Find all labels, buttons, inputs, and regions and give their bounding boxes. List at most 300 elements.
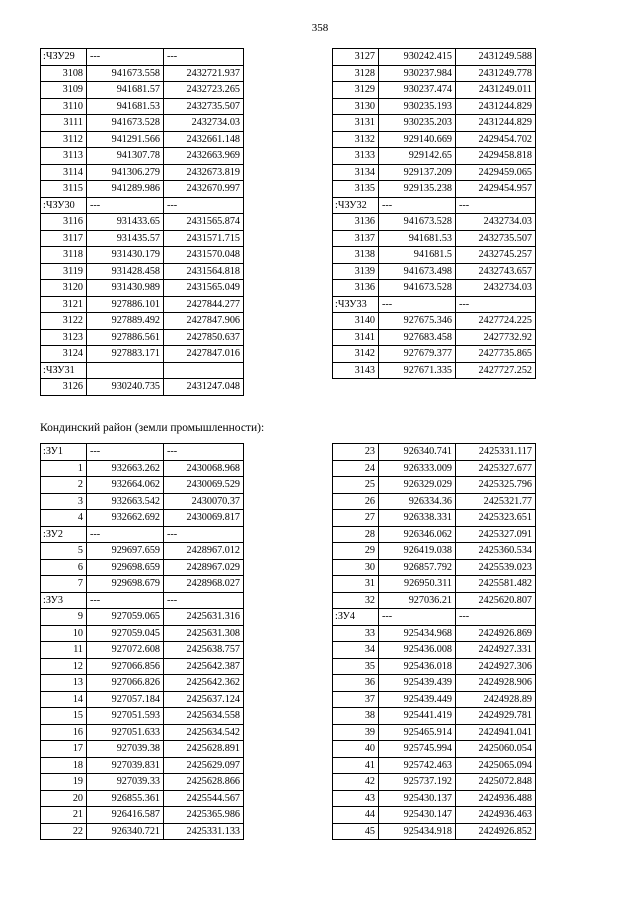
x-coordinate: 941307.78 — [87, 148, 164, 165]
point-number: 33 — [333, 625, 379, 642]
y-coordinate: 2431244.829 — [456, 115, 536, 132]
x-coordinate: 927066.826 — [87, 675, 164, 692]
y-coordinate: 2425628.891 — [164, 741, 244, 758]
table-row — [333, 559, 536, 576]
x-coordinate: 931428.458 — [87, 263, 164, 280]
y-coordinate: 2431570.048 — [164, 247, 244, 264]
table-row — [41, 280, 244, 297]
section-header-row — [41, 197, 244, 214]
y-coordinate: 2432673.819 — [164, 164, 244, 181]
y-coordinate: 2432743.657 — [456, 263, 536, 280]
y-coordinate: 2432670.997 — [164, 181, 244, 198]
parcel-label: :ЧЗУ29 — [41, 49, 87, 66]
y-coordinate: 2431571.715 — [164, 230, 244, 247]
y-coordinate: 2428967.012 — [164, 543, 244, 560]
x-coordinate: 927051.593 — [87, 708, 164, 725]
point-number: 15 — [41, 708, 87, 725]
table-row — [333, 807, 536, 824]
table-row — [333, 98, 536, 115]
table-row — [333, 49, 536, 66]
y-coordinate: 2424926.869 — [456, 625, 536, 642]
x-coordinate: 932662.692 — [87, 510, 164, 527]
x-coordinate: 927886.101 — [87, 296, 164, 313]
x-coordinate: 927039.33 — [87, 774, 164, 791]
point-number: 13 — [41, 675, 87, 692]
y-coordinate: 2425544.567 — [164, 790, 244, 807]
x-coordinate: 926419.038 — [379, 543, 456, 560]
point-number: 3121 — [41, 296, 87, 313]
x-coordinate: 941291.566 — [87, 131, 164, 148]
point-number: 3126 — [41, 379, 87, 396]
parcel-x-placeholder: --- — [87, 197, 164, 214]
point-number: 3111 — [41, 115, 87, 132]
x-coordinate: 925430.137 — [379, 790, 456, 807]
point-number: 3132 — [333, 131, 379, 148]
parcel-label: :ЗУ2 — [41, 526, 87, 543]
table-row — [41, 247, 244, 264]
y-coordinate: 2425539.023 — [456, 559, 536, 576]
point-number: 3110 — [41, 98, 87, 115]
x-coordinate: 929137.209 — [379, 164, 456, 181]
x-coordinate: 925737.192 — [379, 774, 456, 791]
point-number: 34 — [333, 642, 379, 659]
point-number: 30 — [333, 559, 379, 576]
y-coordinate: 2425620.807 — [456, 592, 536, 609]
point-number: 3128 — [333, 65, 379, 82]
point-number: 3140 — [333, 313, 379, 330]
parcel-label: :ЗУ4 — [333, 609, 379, 626]
point-number: 3130 — [333, 98, 379, 115]
section-header-row — [41, 526, 244, 543]
x-coordinate: 927886.561 — [87, 329, 164, 346]
x-coordinate: 926346.062 — [379, 526, 456, 543]
table-row — [333, 477, 536, 494]
x-coordinate: 926857.792 — [379, 559, 456, 576]
table-row — [333, 724, 536, 741]
y-coordinate: 2425323.651 — [456, 510, 536, 527]
x-coordinate: 926340.721 — [87, 823, 164, 840]
parcel-label: :ЗУ1 — [41, 444, 87, 461]
y-coordinate: 2427724.225 — [456, 313, 536, 330]
x-coordinate: 927683.458 — [379, 329, 456, 346]
y-coordinate: 2425327.677 — [456, 460, 536, 477]
x-coordinate: 932663.262 — [87, 460, 164, 477]
parcel-label: :ЧЗУ30 — [41, 197, 87, 214]
y-coordinate: 2425060.054 — [456, 741, 536, 758]
point-number: 43 — [333, 790, 379, 807]
y-coordinate: 2424928.906 — [456, 675, 536, 692]
table-row — [41, 642, 244, 659]
y-coordinate: 2425631.308 — [164, 625, 244, 642]
x-coordinate: 927675.346 — [379, 313, 456, 330]
parcel-y-placeholder: --- — [456, 609, 536, 626]
x-coordinate: 925434.918 — [379, 823, 456, 840]
x-coordinate: 925441.419 — [379, 708, 456, 725]
point-number: 3142 — [333, 346, 379, 363]
table-row — [41, 329, 244, 346]
table-row — [333, 230, 536, 247]
parcel-y-placeholder: --- — [456, 296, 536, 313]
parcel-x-placeholder: --- — [87, 526, 164, 543]
table-row — [41, 691, 244, 708]
y-coordinate: 2429454.702 — [456, 131, 536, 148]
point-number: 3134 — [333, 164, 379, 181]
table-row — [41, 230, 244, 247]
y-coordinate: 2431244.829 — [456, 98, 536, 115]
y-coordinate: 2424929.781 — [456, 708, 536, 725]
y-coordinate: 2431249.588 — [456, 49, 536, 66]
y-coordinate: 2424936.488 — [456, 790, 536, 807]
point-number: 38 — [333, 708, 379, 725]
coordinates-table-lower-left — [40, 443, 244, 840]
y-coordinate: 2425325.796 — [456, 477, 536, 494]
y-coordinate: 2429458.818 — [456, 148, 536, 165]
point-number: 20 — [41, 790, 87, 807]
point-number: 3115 — [41, 181, 87, 198]
point-number: 6 — [41, 559, 87, 576]
point-number: 3138 — [333, 247, 379, 264]
table-row — [41, 379, 244, 396]
y-coordinate: 2425637.124 — [164, 691, 244, 708]
y-coordinate: 2424936.463 — [456, 807, 536, 824]
table-row — [41, 658, 244, 675]
table-row — [333, 313, 536, 330]
x-coordinate: 941673.558 — [87, 65, 164, 82]
table-row — [41, 82, 244, 99]
y-coordinate: 2425642.387 — [164, 658, 244, 675]
x-coordinate: 930235.203 — [379, 115, 456, 132]
table-row — [41, 510, 244, 527]
x-coordinate: 929698.659 — [87, 559, 164, 576]
x-coordinate: 927883.171 — [87, 346, 164, 363]
point-number: 21 — [41, 807, 87, 824]
parcel-y-placeholder: --- — [164, 444, 244, 461]
x-coordinate: 941681.53 — [87, 98, 164, 115]
point-number: 3 — [41, 493, 87, 510]
point-number: 18 — [41, 757, 87, 774]
y-coordinate: 2432663.969 — [164, 148, 244, 165]
x-coordinate: 925745.994 — [379, 741, 456, 758]
x-coordinate: 931430.179 — [87, 247, 164, 264]
point-number: 23 — [333, 444, 379, 461]
point-number: 3120 — [41, 280, 87, 297]
table-row — [41, 774, 244, 791]
section-header-row — [333, 609, 536, 626]
point-number: 10 — [41, 625, 87, 642]
y-coordinate: 2428968.027 — [164, 576, 244, 593]
point-number: 3137 — [333, 230, 379, 247]
section-header-row — [333, 296, 536, 313]
y-coordinate: 2431565.049 — [164, 280, 244, 297]
table-row — [333, 741, 536, 758]
point-number: 32 — [333, 592, 379, 609]
point-number: 28 — [333, 526, 379, 543]
y-coordinate: 2429459.065 — [456, 164, 536, 181]
parcel-x-placeholder: --- — [87, 444, 164, 461]
x-coordinate: 926333.009 — [379, 460, 456, 477]
point-number: 19 — [41, 774, 87, 791]
y-coordinate: 2427727.252 — [456, 362, 536, 379]
point-number: 3113 — [41, 148, 87, 165]
y-coordinate: 2425629.097 — [164, 757, 244, 774]
x-coordinate: 926950.311 — [379, 576, 456, 593]
point-number: 31 — [333, 576, 379, 593]
point-number: 42 — [333, 774, 379, 791]
table-row — [41, 131, 244, 148]
y-coordinate: 2432661.148 — [164, 131, 244, 148]
point-number: 24 — [333, 460, 379, 477]
y-coordinate: 2424941.041 — [456, 724, 536, 741]
point-number: 3116 — [41, 214, 87, 231]
table-row — [333, 65, 536, 82]
parcel-y-placeholder: --- — [456, 197, 536, 214]
parcel-label: :ЧЗУ33 — [333, 296, 379, 313]
point-number: 36 — [333, 675, 379, 692]
point-number: 3124 — [41, 346, 87, 363]
point-number: 3114 — [41, 164, 87, 181]
y-coordinate: 2430068.968 — [164, 460, 244, 477]
parcel-x-placeholder: --- — [379, 197, 456, 214]
x-coordinate: 925465.914 — [379, 724, 456, 741]
parcel-x-placeholder: --- — [379, 609, 456, 626]
table-row — [41, 181, 244, 198]
table-row — [41, 576, 244, 593]
coordinates-table-upper-right — [332, 48, 536, 379]
point-number: 27 — [333, 510, 379, 527]
table-row — [41, 214, 244, 231]
table-row — [41, 115, 244, 132]
x-coordinate: 927036.21 — [379, 592, 456, 609]
y-coordinate: 2425331.133 — [164, 823, 244, 840]
parcel-x-placeholder — [87, 362, 164, 379]
point-number: 14 — [41, 691, 87, 708]
table-row — [41, 823, 244, 840]
y-coordinate: 2427850.637 — [164, 329, 244, 346]
y-coordinate: 2430069.817 — [164, 510, 244, 527]
x-coordinate: 931430.989 — [87, 280, 164, 297]
y-coordinate: 2424927.331 — [456, 642, 536, 659]
y-coordinate: 2432735.507 — [456, 230, 536, 247]
point-number: 3127 — [333, 49, 379, 66]
table-row — [333, 148, 536, 165]
table-row — [333, 658, 536, 675]
y-coordinate: 2425638.757 — [164, 642, 244, 659]
point-number: 12 — [41, 658, 87, 675]
x-coordinate: 927059.045 — [87, 625, 164, 642]
y-coordinate: 2430070.37 — [164, 493, 244, 510]
y-coordinate: 2432734.03 — [164, 115, 244, 132]
table-row — [333, 444, 536, 461]
y-coordinate: 2432745.257 — [456, 247, 536, 264]
x-coordinate: 930237.984 — [379, 65, 456, 82]
point-number: 9 — [41, 609, 87, 626]
point-number: 11 — [41, 642, 87, 659]
x-coordinate: 925742.463 — [379, 757, 456, 774]
table-row — [333, 592, 536, 609]
table-row — [41, 741, 244, 758]
point-number: 4 — [41, 510, 87, 527]
page-number: 358 — [311, 22, 329, 34]
point-number: 22 — [41, 823, 87, 840]
y-coordinate: 2432721.937 — [164, 65, 244, 82]
point-number: 29 — [333, 543, 379, 560]
x-coordinate: 929135.238 — [379, 181, 456, 198]
y-coordinate: 2429454.957 — [456, 181, 536, 198]
point-number: 40 — [333, 741, 379, 758]
y-coordinate: 2424928.89 — [456, 691, 536, 708]
table-row — [41, 148, 244, 165]
table-row — [41, 625, 244, 642]
table-row — [333, 675, 536, 692]
table-row — [41, 807, 244, 824]
point-number: 3136 — [333, 280, 379, 297]
y-coordinate: 2425331.117 — [456, 444, 536, 461]
point-number: 3123 — [41, 329, 87, 346]
point-number: 44 — [333, 807, 379, 824]
y-coordinate: 2425631.316 — [164, 609, 244, 626]
y-coordinate: 2431249.011 — [456, 82, 536, 99]
x-coordinate: 941681.5 — [379, 247, 456, 264]
y-coordinate: 2425327.091 — [456, 526, 536, 543]
coordinates-table-upper-left — [40, 48, 244, 396]
point-number: 41 — [333, 757, 379, 774]
parcel-x-placeholder: --- — [87, 49, 164, 66]
y-coordinate: 2432734.03 — [456, 214, 536, 231]
y-coordinate: 2425065.094 — [456, 757, 536, 774]
x-coordinate: 926416.587 — [87, 807, 164, 824]
table-row — [333, 131, 536, 148]
table-row — [41, 790, 244, 807]
table-row — [333, 329, 536, 346]
point-number: 2 — [41, 477, 87, 494]
table-row — [333, 263, 536, 280]
table-row — [41, 164, 244, 181]
point-number: 17 — [41, 741, 87, 758]
x-coordinate: 927057.184 — [87, 691, 164, 708]
x-coordinate: 931433.65 — [87, 214, 164, 231]
table-row — [333, 576, 536, 593]
y-coordinate: 2431564.818 — [164, 263, 244, 280]
y-coordinate: 2425642.362 — [164, 675, 244, 692]
x-coordinate: 927066.856 — [87, 658, 164, 675]
x-coordinate: 927671.335 — [379, 362, 456, 379]
parcel-y-placeholder: --- — [164, 526, 244, 543]
table-row — [333, 757, 536, 774]
table-row — [333, 115, 536, 132]
x-coordinate: 931435.57 — [87, 230, 164, 247]
table-row — [41, 675, 244, 692]
table-row — [41, 263, 244, 280]
parcel-label: :ЧЗУ31 — [41, 362, 87, 379]
y-coordinate: 2432735.507 — [164, 98, 244, 115]
x-coordinate: 925439.449 — [379, 691, 456, 708]
table-row — [333, 181, 536, 198]
table-row — [41, 65, 244, 82]
table-row — [41, 313, 244, 330]
table-row — [333, 460, 536, 477]
table-row — [333, 510, 536, 527]
parcel-x-placeholder: --- — [87, 592, 164, 609]
point-number: 3112 — [41, 131, 87, 148]
x-coordinate: 929142.65 — [379, 148, 456, 165]
table-row — [333, 247, 536, 264]
table-row — [41, 493, 244, 510]
point-number: 1 — [41, 460, 87, 477]
point-number: 26 — [333, 493, 379, 510]
point-number: 3117 — [41, 230, 87, 247]
point-number: 39 — [333, 724, 379, 741]
x-coordinate: 941673.498 — [379, 263, 456, 280]
point-number: 3129 — [333, 82, 379, 99]
point-number: 45 — [333, 823, 379, 840]
x-coordinate: 930235.193 — [379, 98, 456, 115]
table-row — [333, 493, 536, 510]
section-header-row — [333, 197, 536, 214]
y-coordinate: 2427735.865 — [456, 346, 536, 363]
x-coordinate: 941673.528 — [87, 115, 164, 132]
y-coordinate: 2427844.277 — [164, 296, 244, 313]
table-row — [333, 82, 536, 99]
parcel-x-placeholder: --- — [379, 296, 456, 313]
parcel-label: :ЧЗУ32 — [333, 197, 379, 214]
y-coordinate: 2431249.778 — [456, 65, 536, 82]
table-row — [333, 543, 536, 560]
y-coordinate: 2432734.03 — [456, 280, 536, 297]
x-coordinate: 927059.065 — [87, 609, 164, 626]
y-coordinate: 2432723.265 — [164, 82, 244, 99]
point-number: 3109 — [41, 82, 87, 99]
y-coordinate: 2430069.529 — [164, 477, 244, 494]
table-row — [41, 757, 244, 774]
x-coordinate: 925436.018 — [379, 658, 456, 675]
x-coordinate: 929698.679 — [87, 576, 164, 593]
x-coordinate: 929697.659 — [87, 543, 164, 560]
x-coordinate: 927679.377 — [379, 346, 456, 363]
x-coordinate: 927072.608 — [87, 642, 164, 659]
table-row — [333, 280, 536, 297]
y-coordinate: 2425360.534 — [456, 543, 536, 560]
table-row — [41, 98, 244, 115]
y-coordinate: 2425321.77 — [456, 493, 536, 510]
point-number: 16 — [41, 724, 87, 741]
x-coordinate: 926329.029 — [379, 477, 456, 494]
x-coordinate: 941306.279 — [87, 164, 164, 181]
table-row — [333, 642, 536, 659]
y-coordinate: 2428967.029 — [164, 559, 244, 576]
y-coordinate: 2431565.874 — [164, 214, 244, 231]
point-number: 3141 — [333, 329, 379, 346]
table-row — [333, 526, 536, 543]
table-row — [41, 708, 244, 725]
point-number: 3136 — [333, 214, 379, 231]
parcel-label: :ЗУ3 — [41, 592, 87, 609]
section-header-row — [41, 362, 244, 379]
coordinates-table-lower-right — [332, 443, 536, 840]
y-coordinate: 2425365.986 — [164, 807, 244, 824]
y-coordinate: 2427847.906 — [164, 313, 244, 330]
point-number: 3119 — [41, 263, 87, 280]
point-number: 7 — [41, 576, 87, 593]
y-coordinate: 2431247.048 — [164, 379, 244, 396]
table-row — [333, 625, 536, 642]
point-number: 3131 — [333, 115, 379, 132]
x-coordinate: 925430.147 — [379, 807, 456, 824]
table-row — [41, 477, 244, 494]
point-number: 37 — [333, 691, 379, 708]
table-row — [333, 774, 536, 791]
y-coordinate: 2425581.482 — [456, 576, 536, 593]
table-row — [333, 164, 536, 181]
